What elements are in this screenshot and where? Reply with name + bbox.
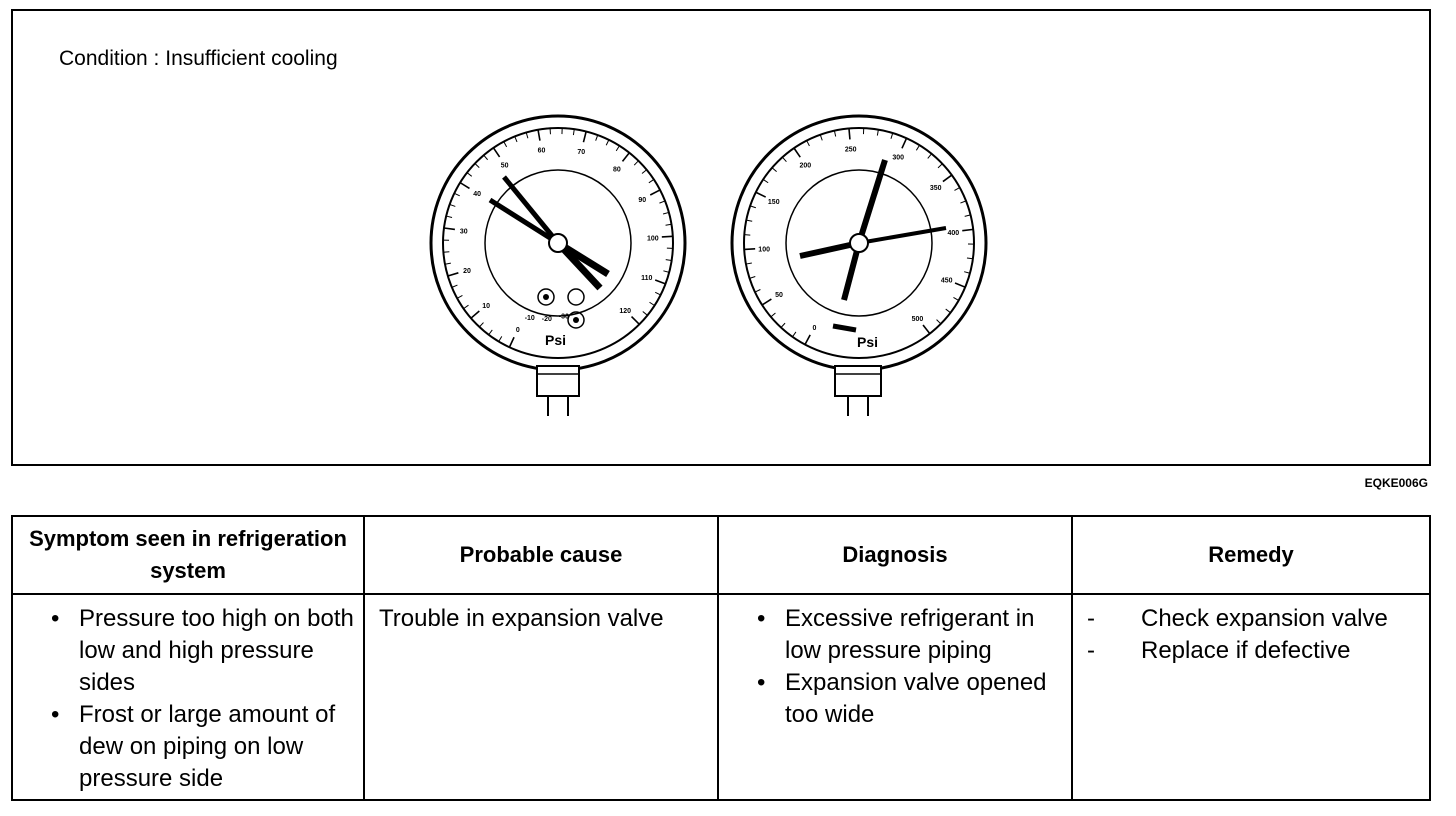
high-gauge-scale-tick (771, 313, 776, 317)
symptom-item: • Frost or large amount of dew on piping on low pressure side (23, 699, 355, 795)
low-gauge-scale-label: 40 (473, 191, 482, 199)
diagnosis-table (11, 515, 1431, 801)
high-gauge-scale-tick (960, 201, 966, 203)
low-gauge-scale-label: 80 (613, 166, 621, 174)
low-gauge-scale-tick (445, 263, 451, 264)
high-gauge-scale-tick (937, 320, 941, 324)
low-gauge-scale-label: 120 (619, 308, 632, 316)
high-gauge-scale-label: 250 (844, 146, 857, 154)
low-gauge-scale-label: 100 (646, 235, 659, 243)
high-gauge-scale-tick (938, 164, 942, 168)
low-gauge-scale-tick (448, 273, 459, 276)
high-gauge-scale-tick (756, 192, 766, 197)
remedy-item: - Check expansion valve (1083, 603, 1421, 635)
low-gauge-scale-tick (655, 292, 660, 295)
low-gauge-scale-tick (606, 140, 609, 145)
low-needle-upper (504, 177, 558, 243)
header-probable-cause: Probable cause (364, 516, 718, 594)
low-gauge-scale-tick (655, 280, 665, 284)
high-gauge-scale-tick (877, 130, 878, 136)
high-gauge-scale-tick (902, 138, 907, 148)
low-gauge-scale-tick (452, 285, 458, 287)
remedy-item: - Replace if defective (1083, 635, 1421, 667)
low-gauge-fitting (537, 366, 579, 396)
remedy-cell (1072, 594, 1430, 800)
high-gauge-scale-tick (746, 220, 752, 221)
low-gauge-scale-tick (526, 132, 528, 138)
high-gauge-scale-tick (916, 145, 919, 150)
low-gauge-scale-tick (596, 135, 598, 141)
high-gauge-scale-tick (794, 148, 800, 157)
high-gauge-scale-label: 50 (775, 292, 783, 300)
low-gauge-scale-tick (649, 179, 654, 182)
low-gauge-scale-tick (471, 311, 479, 318)
high-gauge-scale-tick (954, 188, 959, 191)
high-gauge-scale-label: 400 (947, 229, 960, 237)
low-gauge-scale-tick (515, 136, 517, 142)
diagnosis-item: • Excessive refrigerant in low pressure piping (729, 603, 1063, 667)
high-gauge-scale-tick (744, 249, 755, 250)
high-gauge-scale-tick (746, 263, 752, 264)
low-pressure-gauge (431, 116, 685, 416)
high-gauge-scale-tick (792, 332, 795, 337)
symptom-item: • Pressure too high on both low and high pressure sides (23, 603, 355, 699)
low-gauge-scale-tick (642, 170, 647, 174)
high-gauge-scale-tick (782, 157, 786, 161)
condition-label: Condition : Insufficient cooling (59, 47, 338, 70)
low-gauge-scale-tick (504, 142, 507, 147)
high-gauge-scale-label: 0 (812, 324, 817, 332)
high-gauge-hub (850, 234, 868, 252)
low-gauge-scale-tick (509, 337, 514, 347)
symptom-cell (12, 594, 364, 800)
low-gauge-scale-label: 90 (638, 197, 647, 205)
low-gauge-scale-label: 30 (459, 228, 468, 236)
low-gauge-scale-tick (663, 212, 669, 214)
high-needle-upper (859, 160, 885, 243)
header-remedy: Remedy (1072, 516, 1430, 594)
high-gauge-scale-tick (750, 277, 756, 279)
low-gauge-scale-label: 10 (482, 303, 491, 311)
low-gauge-scale-tick (446, 216, 452, 217)
low-gauge-scale-tick (662, 236, 673, 237)
high-gauge-scale-tick (763, 179, 768, 182)
high-gauge-scale-tick (964, 272, 970, 274)
low-gauge-scale-tick (484, 155, 488, 160)
low-gauge-scale-tick (479, 323, 483, 327)
low-gauge-hub (549, 234, 567, 252)
high-gauge-scale-label: 150 (767, 199, 780, 207)
probable-cause-cell: Trouble in expansion valve (364, 594, 718, 800)
high-gauge-scale-label: 100 (758, 246, 770, 254)
high-gauge-scale-tick (762, 299, 771, 305)
low-gauge-unit: Psi (545, 332, 567, 348)
high-gauge-scale-tick (923, 325, 930, 334)
high-gauge-scale-tick (772, 168, 777, 172)
high-gauge-scale-label: 450 (940, 277, 953, 285)
low-gauge-scale-tick (499, 336, 502, 341)
low-gauge-vacuum-label: -20 (541, 315, 552, 323)
high-gauge-scale-tick (928, 154, 932, 159)
high-gauge-scale-label: 500 (911, 315, 924, 323)
low-gauge-scale-tick (616, 146, 619, 151)
high-gauge-scale-tick (943, 175, 952, 181)
low-gauge-scale-tick (450, 204, 456, 206)
high-gauge-scale-tick (781, 323, 785, 327)
high-gauge-scale-tick (891, 133, 893, 139)
high-gauge-scale-tick (807, 141, 810, 146)
low-gauge-scale-tick (632, 317, 640, 325)
low-gauge-scale-tick (489, 330, 493, 335)
high-gauge-scale-tick (849, 128, 850, 139)
low-gauge-scale-label: 20 (463, 268, 471, 276)
diagnosis-item: • Expansion valve opened too wide (729, 667, 1063, 731)
low-gauge-scale-tick (659, 201, 665, 203)
high-gauge-scale-tick (755, 289, 760, 292)
diagnosis-cell (718, 594, 1072, 800)
low-gauge-scale-tick (454, 193, 459, 196)
high-gauge-scale-tick (750, 206, 756, 208)
low-gauge-scale-tick (464, 305, 469, 308)
low-gauge-scale-tick (538, 130, 540, 141)
high-gauge-scale-label: 300 (892, 154, 905, 162)
high-gauge-scale-label: 350 (929, 184, 942, 192)
low-gauge-scale-label: 50 (500, 162, 509, 170)
low-gauge-vacuum-label: -10 (524, 314, 535, 322)
low-gauge-scale-tick (634, 161, 638, 165)
low-gauge-vacuum-label: -30 (558, 313, 569, 321)
low-gauge-scale-tick (493, 148, 499, 157)
figure-id: EQKE006G (1364, 476, 1428, 490)
low-needle-left (490, 200, 558, 243)
high-pressure-gauge (732, 116, 986, 416)
low-gauge-scale-tick (650, 190, 660, 195)
low-gauge-scale-tick (650, 302, 655, 305)
high-gauge-scale-tick (965, 215, 971, 216)
low-gauge-scale-tick (623, 153, 630, 162)
high-gauge-scale-label: 200 (799, 162, 812, 170)
high-gauge-scale-tick (962, 229, 973, 230)
low-gauge-scale-tick (444, 228, 455, 229)
high-gauge-scale-tick (834, 131, 835, 137)
low-gauge-scale-tick (460, 183, 469, 189)
low-gauge-scale-tick (475, 163, 479, 167)
high-gauge-scale-tick (805, 335, 810, 345)
high-gauge-scale-tick (953, 297, 958, 300)
header-diagnosis: Diagnosis (718, 516, 1072, 594)
low-gauge-scale-label: 60 (537, 147, 546, 155)
high-gauge-scale-tick (946, 309, 951, 313)
low-gauge-scale-tick (457, 295, 462, 298)
low-gauge-scale-label: 110 (641, 274, 653, 282)
low-gauge-scale-tick (467, 173, 472, 177)
high-gauge-scale-tick (820, 135, 822, 141)
low-gauge-scale-tick (583, 131, 586, 142)
low-gauge-scale-label: 70 (577, 148, 586, 156)
table-header-row (12, 516, 1430, 594)
header-symptom: Symptom seen in refrigeration system (12, 516, 364, 594)
low-gauge-scale-tick (663, 271, 669, 273)
low-gauge-scale-tick (666, 224, 672, 225)
table-row (12, 594, 1430, 800)
high-gauge-unit: Psi (857, 334, 879, 350)
high-needle-right (859, 228, 946, 243)
high-gauge-scale-tick (955, 283, 965, 287)
low-gauge-scale-label: 0 (515, 327, 520, 335)
low-gauge-scale-tick (643, 312, 648, 316)
high-gauge-fitting (835, 366, 881, 396)
